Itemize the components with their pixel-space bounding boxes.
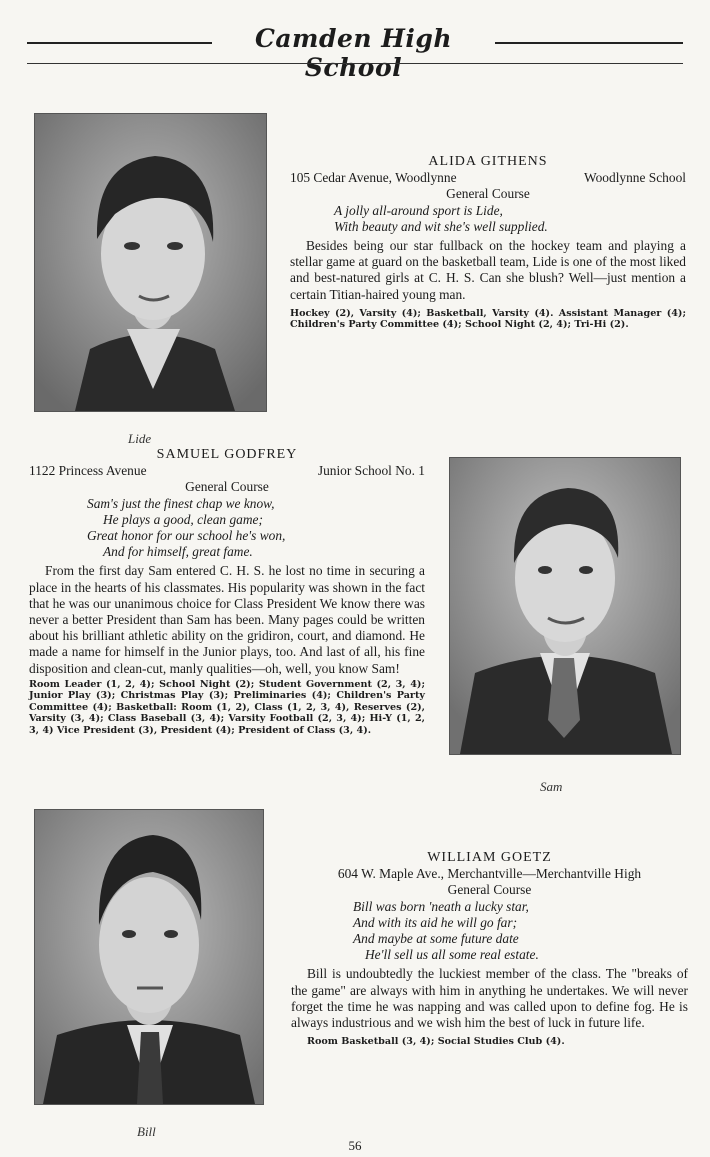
student-address: 1122 Princess Avenue [29,463,147,479]
portrait-samuel-godfrey [449,457,681,755]
poem-line: He'll sell us all some real estate. [365,947,539,963]
student-address: 604 W. Maple Ave., Merchantville—Merchantville High [337,866,642,882]
page-header [27,22,683,82]
entry-alida-githens [290,154,686,331]
poem [29,496,425,561]
poem-line: A jolly all-around sport is Lide, [334,202,503,218]
poem-line: And maybe at some future date [353,931,519,947]
student-address: 105 Cedar Avenue, Woodlynne [290,170,457,186]
page-title: Camden High School [254,24,453,82]
poem-line: Great honor for our school he's won, [87,528,286,544]
header-rule-left [27,42,212,44]
student-name: WILLIAM GOETZ [427,850,552,865]
poem-line: And for himself, great fame. [103,544,253,560]
activities: Room Leader (1, 2, 4); School Night (2); Student Government (2, 3, 4); Junior Play (3); Christmas Play (3); Preliminaries (4); Children's Party Committee (4); Basketball: Room (1, 2), Class (1, 2, 3, 4), Reserves (2), Varsity (3, 4); Class Baseball (3, 4); Varsity Football (2, 3, 4); Hi-Y (1, 2, 3, 4) Vice President (3), President (4); President of Class (3, 4). [29,678,425,736]
course: General Course [446,186,530,202]
photo-caption-sam: Sam [540,779,563,794]
course: General Course [185,479,269,495]
portrait-alida-githens [34,113,267,412]
poem-line: He plays a good, clean game; [103,511,263,527]
page-number: 56 [348,1138,362,1153]
address-row [290,170,686,186]
header-rule-right [495,42,683,44]
student-name: SAMUEL GODFREY [156,447,298,462]
poem [291,899,688,964]
entry-samuel-godfrey [29,447,425,736]
poem-line: And with its aid he will go far; [353,914,518,930]
photo-caption-bill: Bill [137,1124,156,1139]
poem-line: With beauty and wit she's well supplied. [334,218,548,234]
photo-caption-lide: Lide [128,431,152,446]
address-row [29,463,425,479]
poem-line: Bill was born 'neath a lucky star, [353,898,529,914]
activities: Room Basketball (3, 4); Social Studies Club (4). [307,1036,565,1048]
biography: From the first day Sam entered C. H. S. he lost no time in securing a place in the hearts of his classmates. His popularity was shown in the fact that he was our unanimous choice for Class President We know there was never a better President than Sam has been. Many pages could be written about his brilliant athletic ability on the gridiron, court, and diamond. He made a name for himself in the Junior plays, too. And last of all, his fine disposition and clean-cut, manly qualities—oh, well, you know Sam! [29,563,425,676]
portrait-william-goetz [34,809,264,1105]
student-name: ALIDA GITHENS [428,154,548,169]
prior-school: Junior School No. 1 [317,463,425,479]
header-rule-bottom [27,63,683,64]
poem-line: Sam's just the finest chap we know, [87,495,275,511]
biography: Besides being our star fullback on the hockey team and playing a stellar game at guard on the basketball team, Lide is one of the most liked and best-natured girls at C. H. S. Can she blush? Well—just mention a certain Titian-haired young man. [290,238,686,302]
poem [290,203,686,235]
activities: Hockey (2), Varsity (4); Basketball, Varsity (4). Assistant Manager (4); Children's Party Committee (4); School Night (2, 4); Tri-Hi (2). [290,307,686,331]
course: General Course [447,882,532,898]
prior-school: Woodlynne School [584,170,686,186]
biography: Bill is undoubtedly the luckiest member of the class. The "breaks of the game" are always with him in anything he undertakes. We will never forget the time he was napping and was called upon to define fog. He is always industrious and we wish him the best of luck in future life. [291,966,688,1031]
entry-william-goetz [291,850,688,1048]
